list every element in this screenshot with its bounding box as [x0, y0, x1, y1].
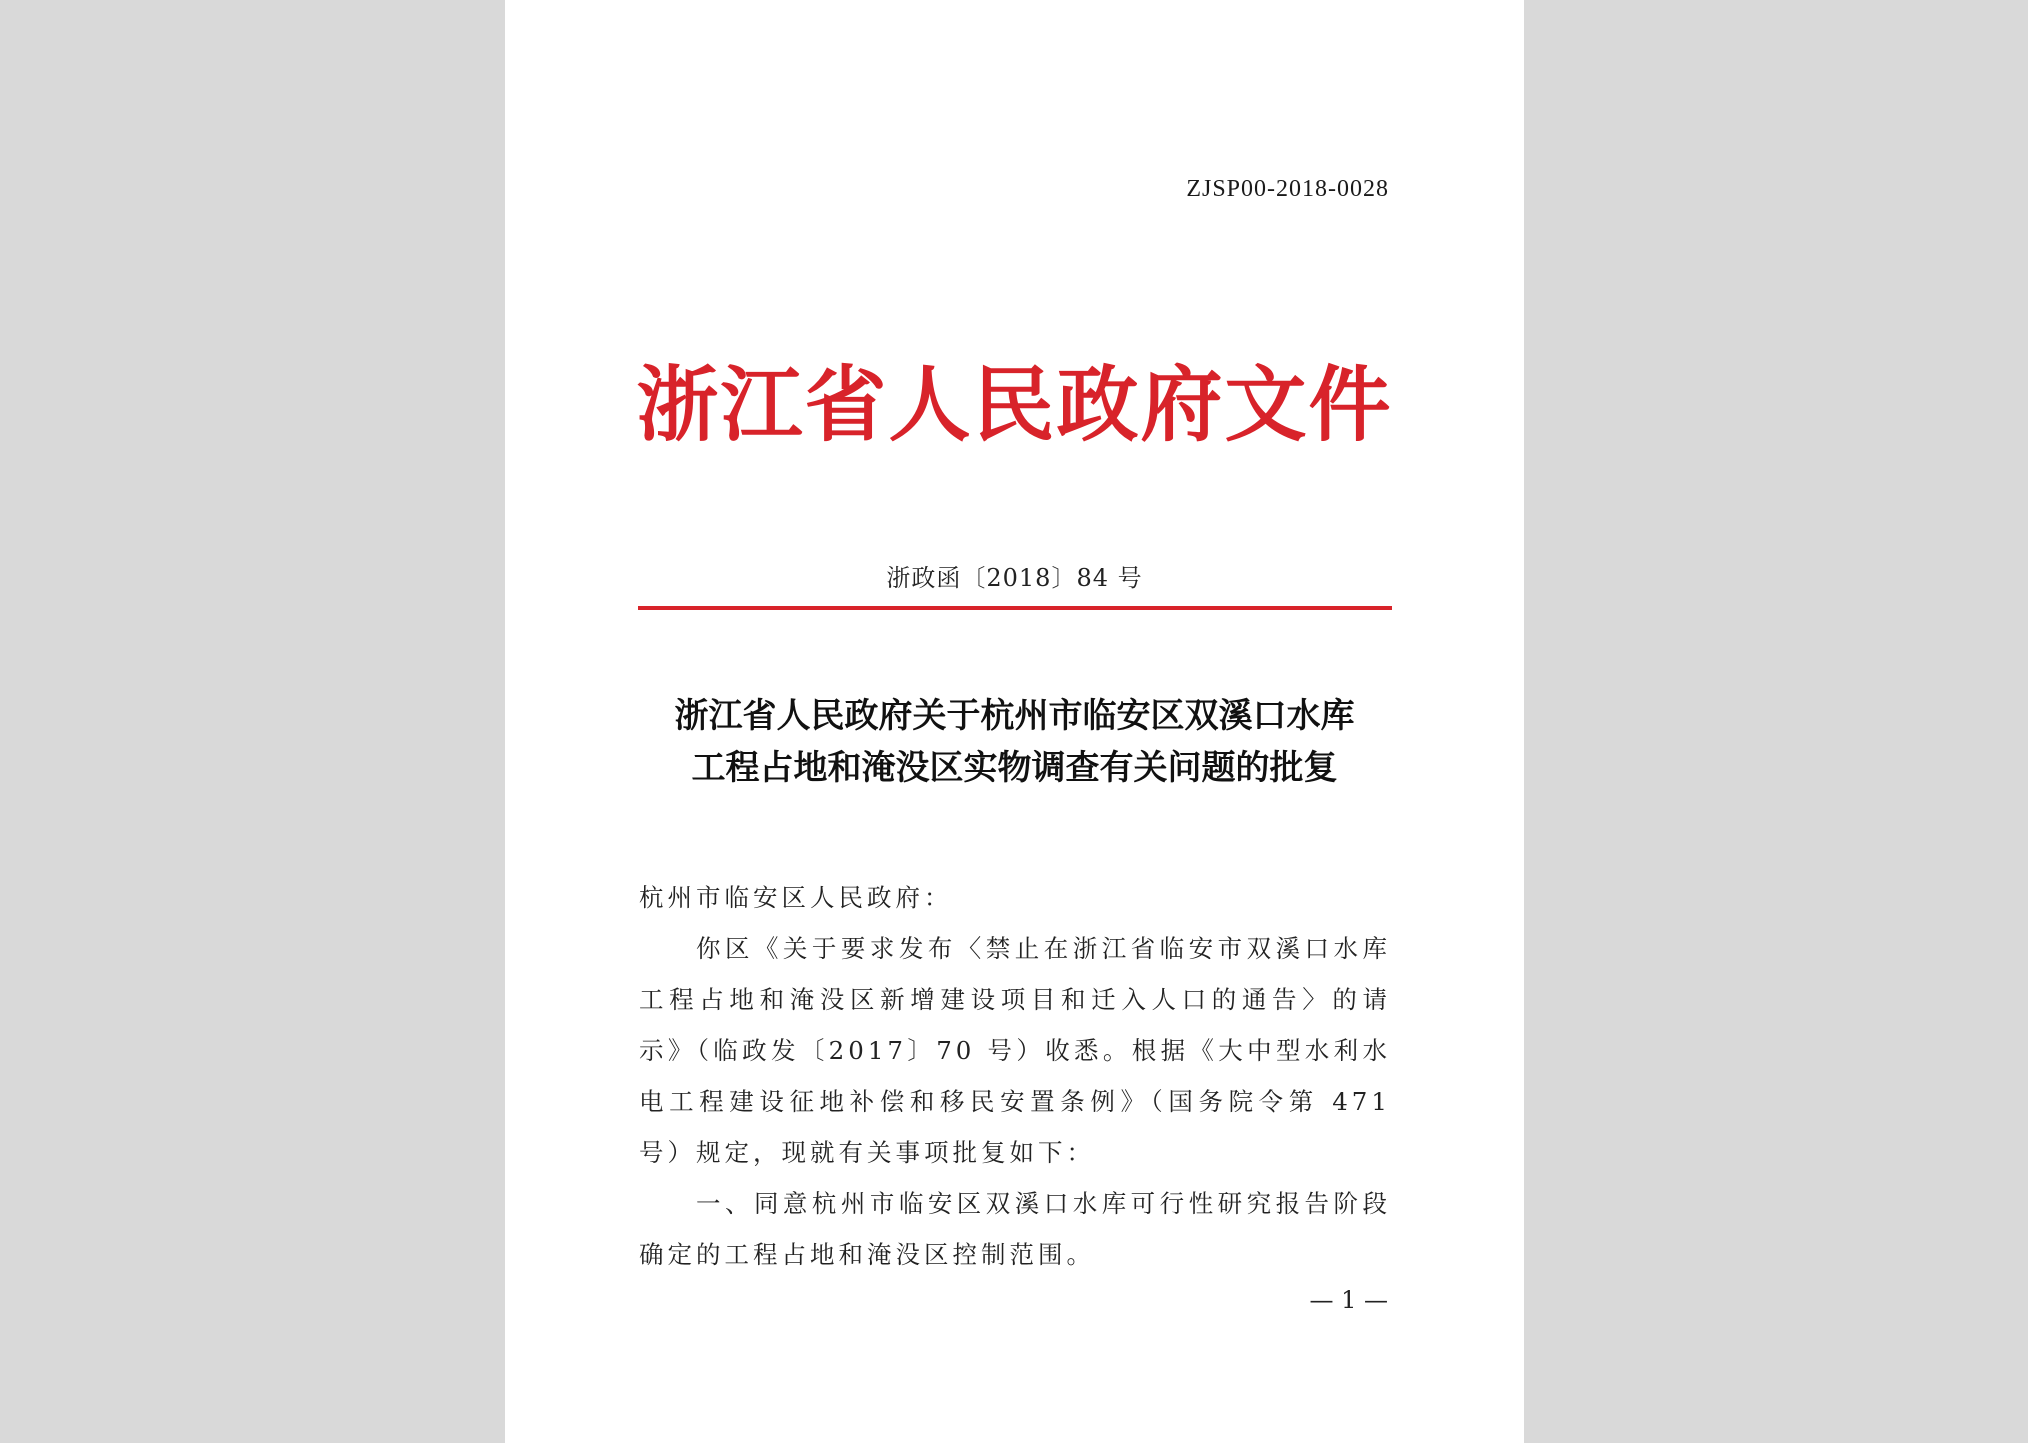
- title-line-1: 浙江省人民政府关于杭州市临安区双溪口水库: [674, 696, 1355, 736]
- document-number: 浙政函〔2018〕84 号: [886, 564, 1143, 592]
- document-body: [639, 872, 1391, 1280]
- salutation: 杭州市临安区人民政府：: [639, 883, 953, 912]
- document-title: [505, 690, 1524, 794]
- page-number: — 1 —: [1309, 1286, 1388, 1314]
- document-page: [505, 0, 1524, 1443]
- title-line-2: 工程占地和淹没区实物调查有关问题的批复: [691, 748, 1338, 788]
- document-code: ZJSP00-2018-0028: [1186, 176, 1389, 202]
- masthead-title: 浙江省人民政府文件: [636, 357, 1393, 453]
- red-divider: [638, 606, 1392, 610]
- body-paragraph: 一、同意杭州市临安区双溪口水库可行性研究报告阶段确定的工程占地和淹没区控制范围。: [639, 1189, 1391, 1269]
- body-paragraph: 你区《关于要求发布〈禁止在浙江省临安市双溪口水库工程占地和淹没区新增建设项目和迁入人口的通告〉的请示》（临政发〔2017〕70 号）收悉。根据《大中型水利水电工程建设征地补偿和移民安置条例》（国务院令第 471 号）规定，现就有关事项批复如下：: [639, 934, 1391, 1167]
